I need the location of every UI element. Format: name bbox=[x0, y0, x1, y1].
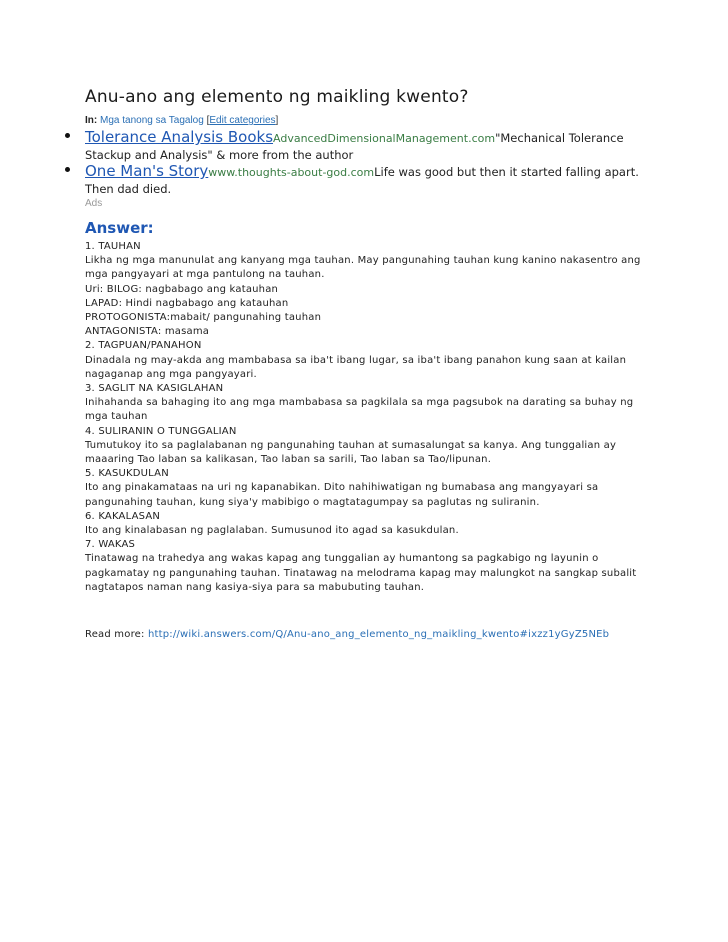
answer-line: 4. SULIRANIN O TUNGGALIAN bbox=[85, 425, 237, 437]
ad-title-link[interactable]: Tolerance Analysis Books bbox=[85, 128, 274, 146]
ad-url-link[interactable]: www.thoughts-about-god.com bbox=[208, 166, 375, 179]
ad-url-link[interactable]: AdvancedDimensionalManagement.com bbox=[273, 132, 496, 145]
answer-line: Uri: BILOG: nagbabago ang katauhan bbox=[85, 283, 279, 295]
answer-line: 5. KASUKDULAN bbox=[85, 468, 169, 480]
answer-line: Likha ng mga manunulat ang kanyang mga tauhan. May pangunahing tauhan kung kanino nakasentro ang mga pangyayari at mga pantulong na tauhan. bbox=[85, 255, 641, 281]
category-link[interactable]: Mga tanong sa Tagalog bbox=[100, 115, 204, 126]
page-title: Anu-ano ang elemento ng maikling kwento? bbox=[85, 87, 469, 107]
edit-categories-link[interactable]: Edit categories bbox=[209, 115, 276, 126]
ad-item bbox=[85, 129, 645, 163]
answer-heading: Answer: bbox=[85, 219, 154, 237]
category-line bbox=[85, 114, 645, 127]
answer-line: Ito ang pinakamataas na uri ng kapanabikan. Dito nahihiwatigan ng bumabasa ang mangyayari sa pangunahing tauhan, kung siya'y mabibigo o magtatagumpay sa paglutas ng suliranin. bbox=[85, 482, 599, 508]
sponsored-ads-list bbox=[85, 129, 645, 197]
ad-item bbox=[85, 163, 645, 197]
in-label: In: bbox=[85, 115, 98, 126]
read-more bbox=[85, 627, 645, 643]
answer-line: 1. TAUHAN bbox=[85, 241, 141, 252]
ad-description: Life was good but then it started falling apart. Then dad died. bbox=[85, 165, 639, 196]
answer-line: ANTAGONISTA: masama bbox=[85, 326, 210, 338]
answer-line: 7. WAKAS bbox=[85, 539, 136, 551]
answer-line: 6. KAKALASAN bbox=[85, 510, 161, 522]
bullet-icon bbox=[65, 167, 70, 172]
answer-line: Inihahanda sa bahaging ito ang mga mambabasa sa pagkilala sa mga pagsubok na darating sa buhay ng mga tauhan bbox=[85, 397, 634, 423]
ads-label: Ads bbox=[85, 198, 103, 209]
answer-line: Tinatawag na trahedya ang wakas kapag ang tunggalian ay humantong sa pagkabigo ng layunin o pagkamatay ng pangunahing tauhan. Tinatawag na melodrama kapag may malungkot na sangkap subalit nagtatapos naman nang kasiya-siya para sa mabubuting tauhan. bbox=[85, 553, 637, 593]
ad-description: "Mechanical Tolerance Stackup and Analysis" & more from the author bbox=[85, 131, 624, 162]
answer-line: Ito ang kinalabasan ng paglalaban. Sumusunod ito agad sa kasukdulan. bbox=[85, 525, 459, 537]
ad-title-link[interactable]: One Man's Story bbox=[85, 162, 209, 180]
bullet-icon bbox=[65, 133, 70, 138]
read-more-label: Read more: bbox=[85, 629, 145, 641]
answer-line: PROTOGONISTA:mabait/ pangunahing tauhan bbox=[85, 312, 322, 324]
answer-line: Dinadala ng may-akda ang mambabasa sa iba't ibang lugar, sa iba't ibang panahon kung saan at kailan nagaganap ang mga pangyayari. bbox=[85, 354, 627, 380]
edit-bracket-close: ] bbox=[275, 115, 279, 126]
answer-line: LAPAD: Hindi nagbabago ang katauhan bbox=[85, 297, 289, 309]
document-page bbox=[85, 87, 645, 643]
answer-line: 3. SAGLIT NA KASIGLAHAN bbox=[85, 383, 224, 395]
answer-line: Tumutukoy ito sa paglalabanan ng pangunahing tauhan at sumasalungat sa kanya. Ang tunggalian ay maaaring Tao laban sa kalikasan, Tao laban sa sarili, Tao laban sa Tao/lipunan. bbox=[85, 439, 617, 466]
answer-line: 2. TAGPUAN/PANAHON bbox=[85, 340, 202, 352]
read-more-link[interactable]: http://wiki.answers.com/Q/Anu-ano_ang_elemento_ng_maikling_kwento#ixzz1yGyZ5NEb bbox=[147, 629, 610, 641]
answer-body bbox=[85, 240, 645, 595]
edit-bracket-open: [ bbox=[206, 115, 210, 126]
